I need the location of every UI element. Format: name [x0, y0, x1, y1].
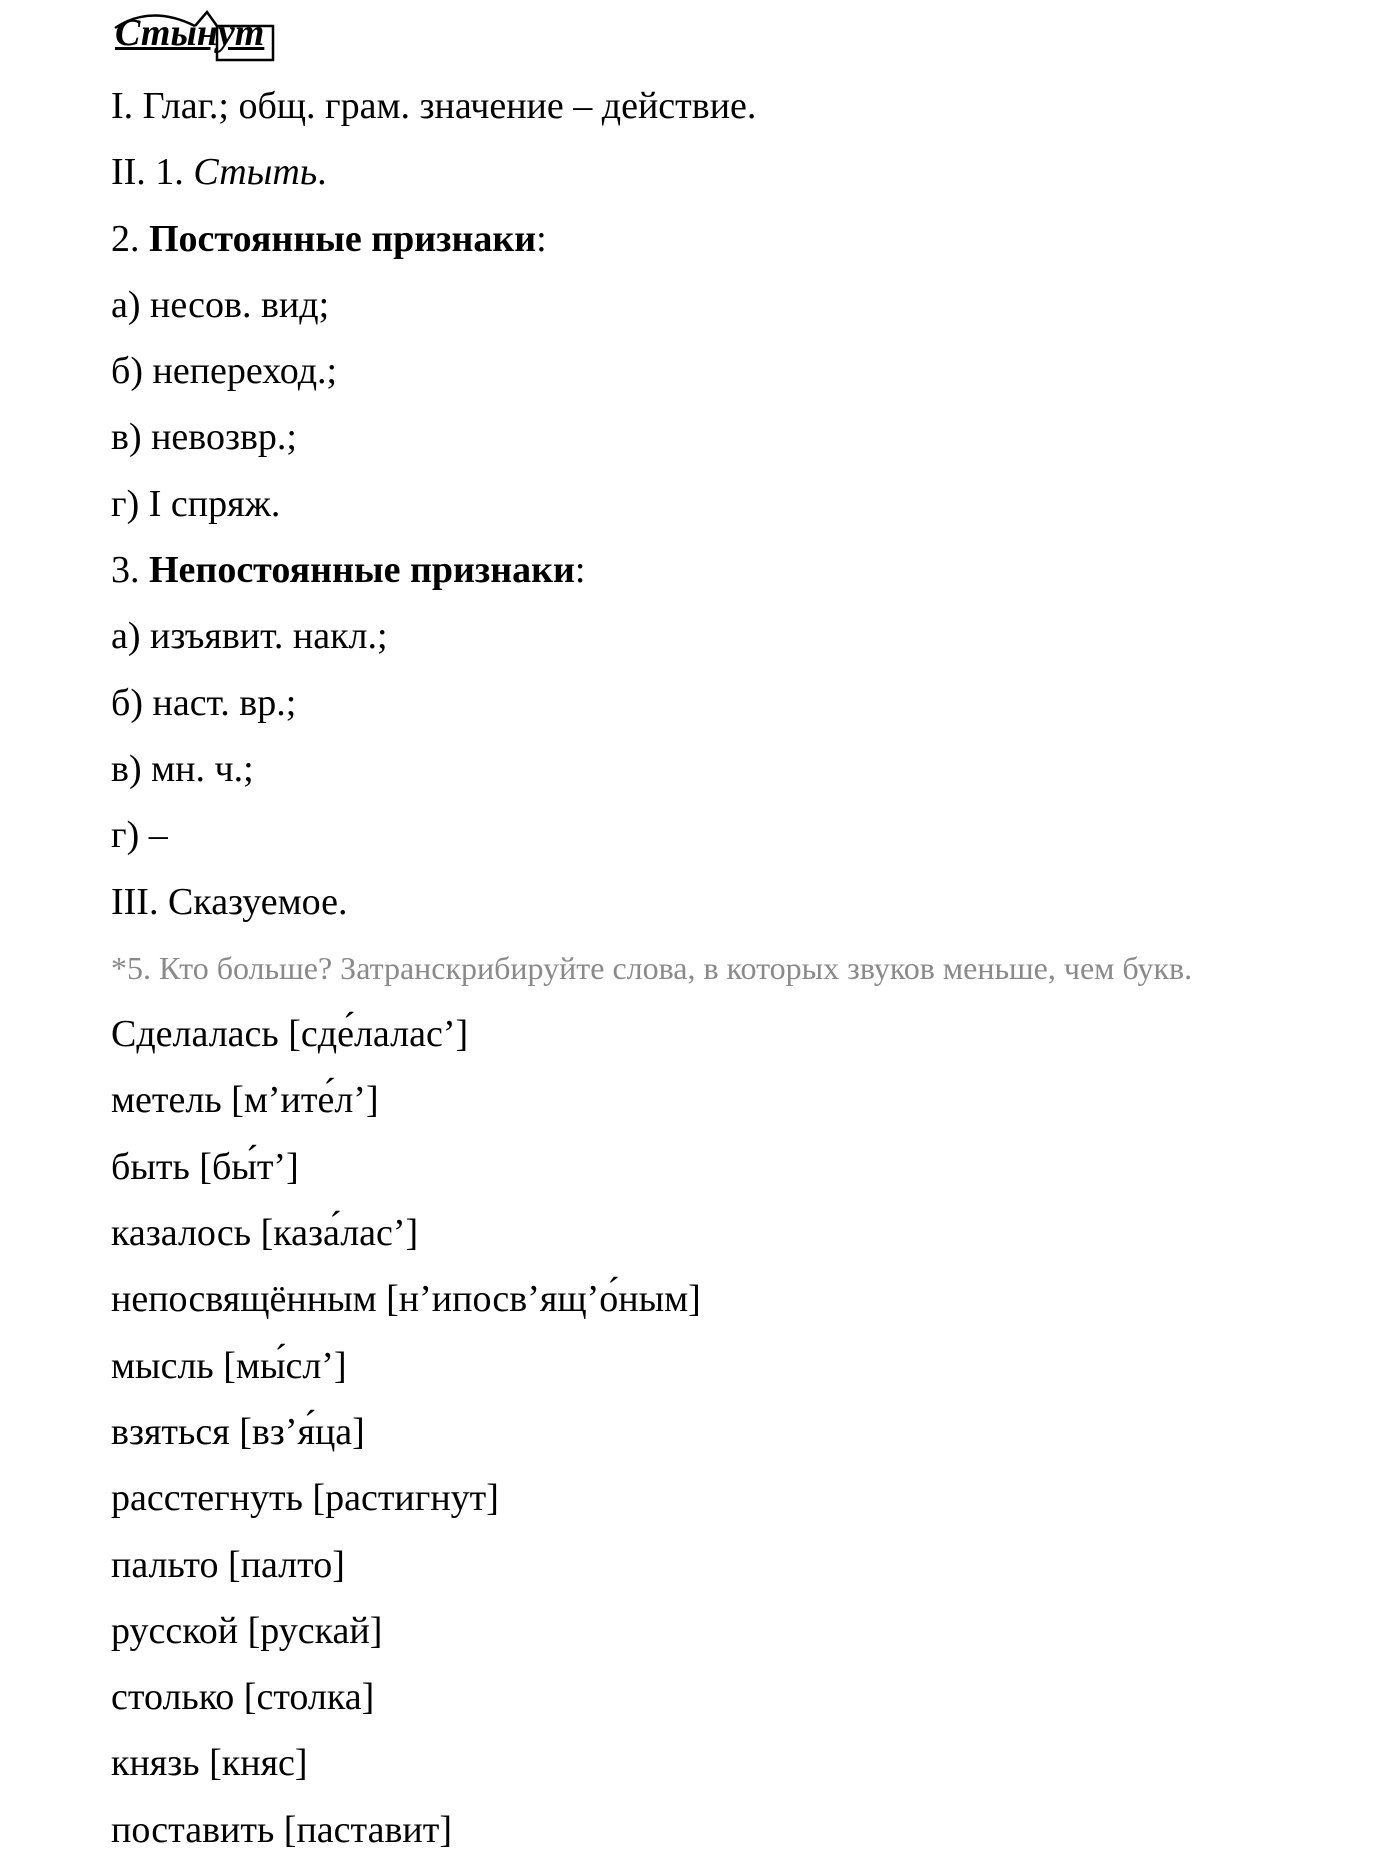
variable-feature-item: а) изъявит. накл.;: [111, 615, 388, 658]
transcription-item: метель [м’ите́л’]: [111, 1079, 379, 1122]
parsed-word-text: Стынут: [115, 12, 265, 54]
analysis-block: [111, 80, 1371, 1870]
transcription-item: князь [княс]: [111, 1742, 308, 1785]
transcription-item: непосвящённым [н’ипосв’ящ’о́ным]: [111, 1278, 701, 1321]
variable-feature-item: в) мн. ч.;: [111, 747, 254, 790]
transcription-item: Сделалась [сде́лалас’]: [111, 1013, 469, 1056]
syntactic-role-line: III. Сказуемое.: [111, 880, 348, 923]
constant-feature-item: б) непереход.;: [111, 350, 338, 393]
transcription-item: быть [бы́т’]: [111, 1145, 299, 1188]
transcription-item: русской [рускай]: [111, 1609, 383, 1652]
constant-features-heading: 2. Постоянные признаки:: [111, 217, 547, 260]
variable-feature-item: г) –: [111, 814, 168, 857]
variable-features-heading: 3. Непостоянные признаки:: [111, 549, 586, 592]
constant-feature-item: в) невозвр.;: [111, 416, 297, 459]
transcription-item: пальто [палто]: [111, 1543, 345, 1586]
transcription-item: взяться [вз’я́ца]: [111, 1410, 365, 1453]
transcription-item: мысль [мы́сл’]: [111, 1344, 347, 1387]
transcription-item: столько [столка]: [111, 1676, 375, 1719]
transcription-item: расстегнуть [растигнут]: [111, 1477, 499, 1520]
variable-feature-item: б) наст. вр.;: [111, 681, 297, 724]
infinitive: Стыть: [193, 151, 318, 194]
transcription-item: казалось [каза́лас’]: [111, 1212, 419, 1255]
constant-feature-item: а) несов. вид;: [111, 283, 330, 326]
task-text: *5. Кто больше? Затранскрибируйте слова, в которых звуков меньше, чем букв.: [111, 949, 1193, 986]
part-of-speech-line: I. Глаг.; общ. грам. значение – действие.: [111, 85, 757, 127]
transcription-item: поставить [паставит]: [111, 1808, 452, 1851]
initial-form-line: II. 1. Стыть.: [111, 151, 327, 194]
constant-feature-item: г) I спряж.: [111, 482, 281, 525]
